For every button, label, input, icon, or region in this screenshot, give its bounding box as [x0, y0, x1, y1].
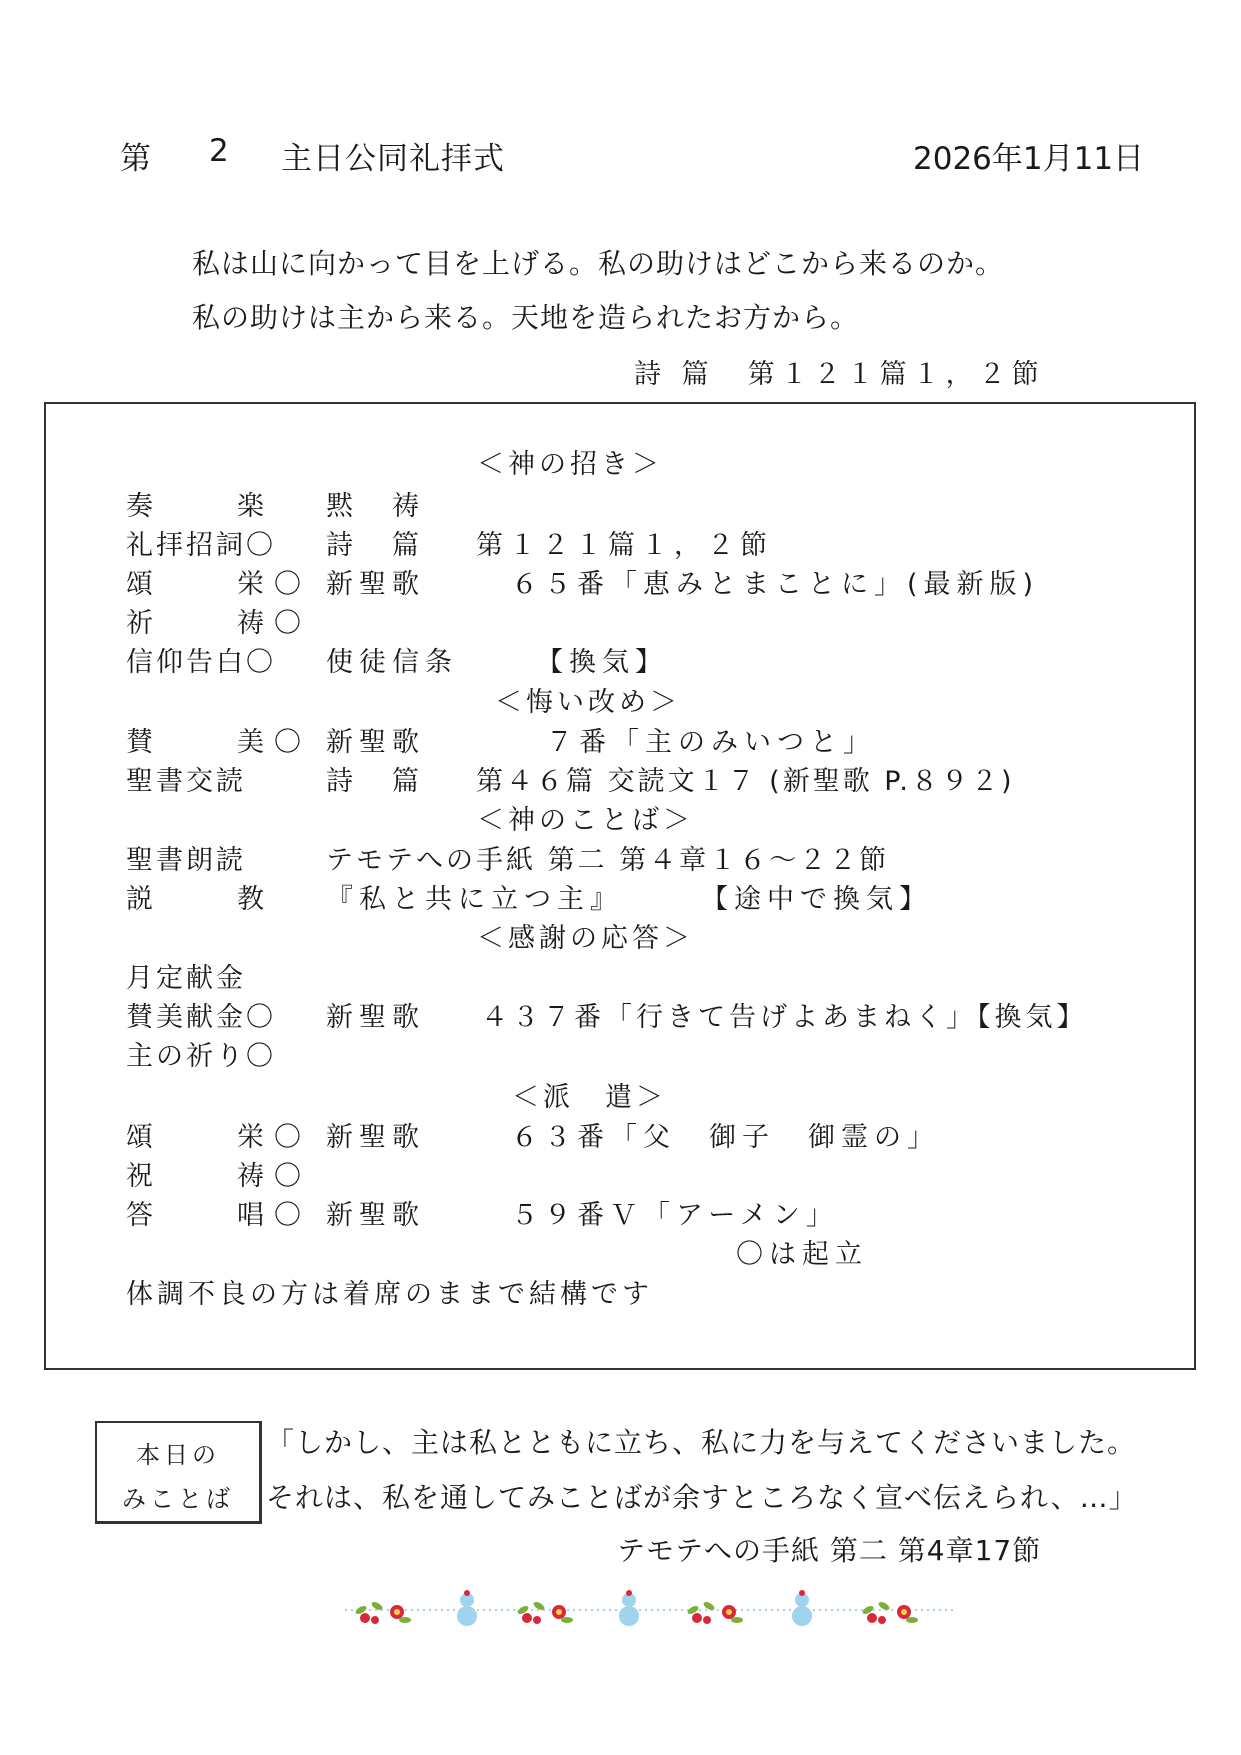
health-note: 体調不良の方は着席のままで結構です — [126, 1279, 653, 1310]
berry-sprig-icon — [516, 1600, 573, 1624]
row-label: 頌 栄〇 — [126, 569, 311, 600]
row-label: 主の祈り〇 — [126, 1041, 276, 1072]
berry-sprig-icon — [861, 1600, 918, 1624]
todays-word-label-box — [95, 1421, 262, 1524]
service-date: 2026年1月11日 — [913, 141, 1145, 177]
todays-word-citation: テモテへの手紙 第二 第4章17節 — [617, 1534, 1042, 1567]
snowman-icon — [457, 1590, 477, 1626]
section-response: ＜感謝の応答＞ — [477, 923, 694, 954]
row-label: 聖書交読 — [126, 766, 246, 797]
service-number-prefix: 第 — [120, 141, 151, 177]
row-info: 【途中で換気】 — [701, 884, 932, 915]
row-info: 第４６篇 交読文１７ (新聖歌 P.８９２) — [476, 766, 1015, 797]
opening-verse-line-2: 私の助けは主から来る。天地を造られたお方から。 — [192, 301, 860, 334]
row-label: 賛 美〇 — [126, 727, 311, 758]
row-detail: 新聖歌 — [326, 569, 425, 600]
standing-note: 〇は起立 — [736, 1239, 868, 1270]
row-detail: 『私と共に立つ主』 — [326, 884, 623, 915]
row-info: ７番「主のみいつと」 — [546, 727, 876, 758]
row-detail: 新聖歌 — [326, 1002, 425, 1033]
row-detail: テモテへの手紙 第二 第４章１６～２２節 — [326, 845, 890, 876]
row-label: 礼拝招詞〇 — [126, 530, 276, 561]
section-sending: ＜派 遣＞ — [512, 1082, 667, 1113]
service-title: 主日公同礼拝式 — [281, 141, 505, 177]
row-label: 答 唱〇 — [126, 1200, 311, 1231]
row-detail: 新聖歌 — [326, 1122, 425, 1153]
todays-word-quote-line-2: それは、私を通してみことばが余すところなく宣べ伝えられ、…」 — [266, 1481, 1138, 1514]
todays-word-quote-line-1: 「しかし、主は私とともに立ち、私に力を与えてくださいました。 — [266, 1426, 1137, 1459]
todays-word-label-line-1: 本日の — [136, 1441, 220, 1469]
row-label: 頌 栄〇 — [126, 1122, 311, 1153]
todays-word-label-line-2: みことば — [122, 1485, 234, 1513]
row-label: 月定献金 — [126, 963, 246, 994]
row-detail: 黙 祷 — [326, 491, 425, 522]
row-label: 信仰告白〇 — [126, 647, 276, 678]
berry-sprig-icon — [354, 1600, 411, 1624]
row-detail: 新聖歌 — [326, 1200, 425, 1231]
service-number: 2 — [209, 133, 229, 169]
row-label: 奏 楽 — [126, 491, 274, 522]
opening-verse-citation: 詩 篇 第１２１篇１，２節 — [634, 359, 1045, 390]
row-label: 聖書朗読 — [126, 845, 246, 876]
row-label: 説 教 — [126, 884, 274, 915]
row-detail: 新聖歌 — [326, 727, 425, 758]
section-invitation: ＜神の招き＞ — [477, 449, 663, 480]
row-label: 祝 祷〇 — [126, 1161, 311, 1192]
row-info: 第１２１篇１，２節 — [476, 530, 773, 561]
row-info: ５９番Ｖ「アーメン」 — [511, 1200, 839, 1231]
row-detail: 使徒信条 — [326, 647, 458, 678]
snowman-icon — [792, 1590, 812, 1626]
row-info: 【換気】 — [536, 647, 668, 678]
row-info: ４３７番「行きて告げよあまねく」【換気】 — [481, 1002, 1088, 1033]
row-label: 賛美献金〇 — [126, 1002, 276, 1033]
snowman-icon — [619, 1590, 639, 1626]
winter-decoration-border — [345, 1588, 965, 1628]
row-detail: 詩 篇 — [326, 530, 425, 561]
row-info: ６５番「恵みとまことに」(最新版) — [511, 569, 1040, 600]
row-detail: 詩 篇 — [326, 766, 425, 797]
section-repentance: ＜悔い改め＞ — [495, 687, 681, 718]
section-word: ＜神のことば＞ — [477, 805, 694, 836]
row-label: 祈 祷〇 — [126, 608, 311, 639]
berry-sprig-icon — [686, 1600, 743, 1624]
opening-verse-line-1: 私は山に向かって目を上げる。私の助けはどこから来るのか。 — [192, 247, 1005, 280]
row-info: ６３番「父 御子 御霊の」 — [511, 1122, 940, 1153]
